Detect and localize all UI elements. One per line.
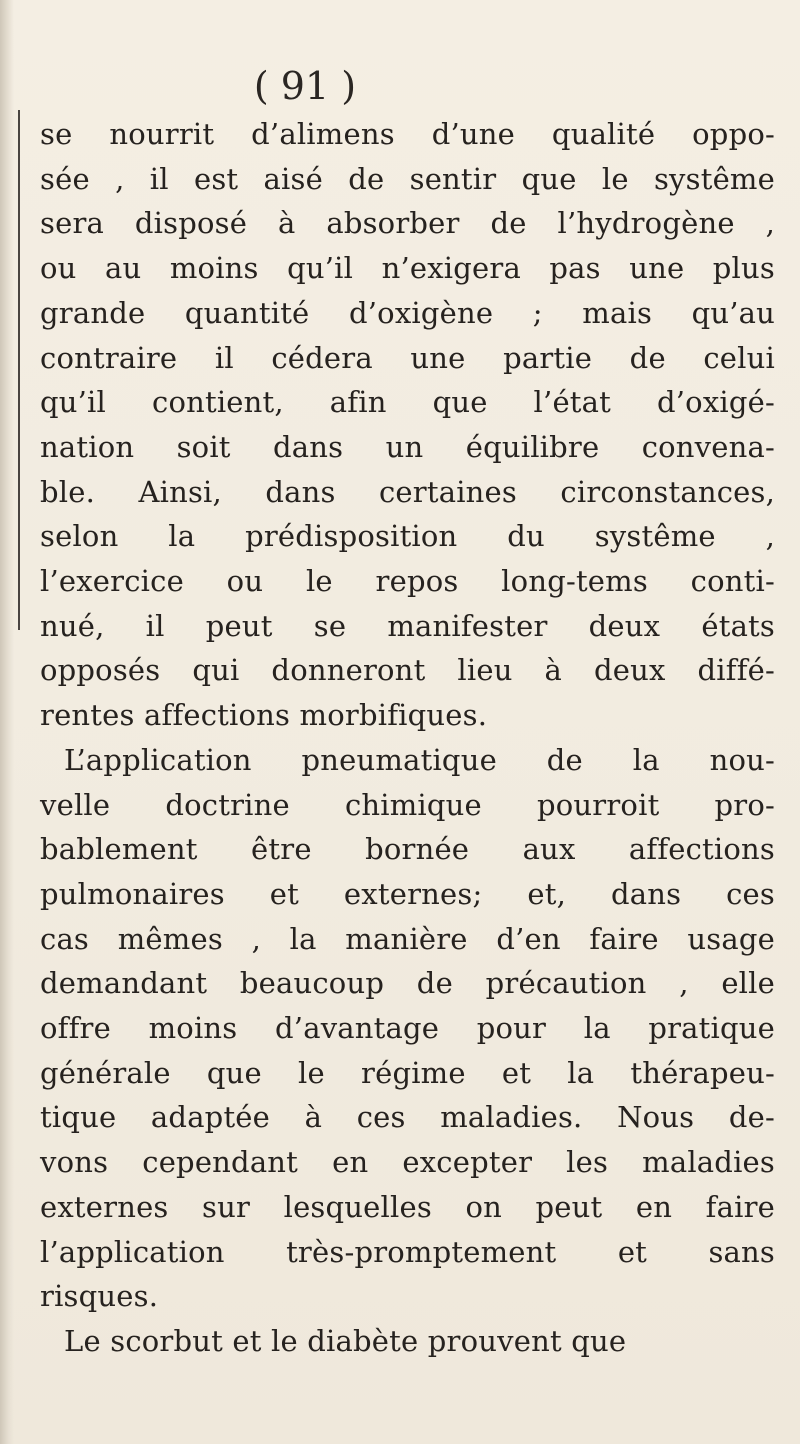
text-line: grande quantité d’oxigène ; mais qu’au	[40, 295, 775, 330]
text-line: pulmonaires et externes; et, dans ces	[40, 876, 775, 911]
text-line: rentes affections morbifiques.	[40, 698, 488, 733]
text-line: nation soit dans un équilibre convena-	[40, 429, 775, 464]
text-line: se nourrit d’alimens d’une qualité oppo-	[40, 117, 775, 151]
text-line: nué, il peut se manifester deux états	[40, 608, 775, 643]
text-line: externes sur lesquelles on peut en faire	[40, 1189, 775, 1224]
text-line: sera disposé à absorber de l’hydrogène ,	[40, 206, 775, 241]
body-text	[40, 112, 775, 1364]
text-line: vons cependant en excepter les maladies	[40, 1145, 775, 1180]
text-line: cas mêmes , la manière d’en faire usage	[40, 921, 775, 956]
text-line: l’application très-promptement et sans	[40, 1234, 775, 1269]
text-line: L’application pneumatique de la nou-	[64, 742, 775, 777]
text-line: offre moins d’avantage pour la pratique	[40, 1011, 775, 1046]
text-line: Le scorbut et le diabète prouvent que	[64, 1323, 627, 1358]
text-line: contraire il cédera une partie de celui	[40, 340, 775, 375]
text-line: qu’il contient, afin que l’état d’oxigé-	[40, 385, 775, 420]
text-line: l’exercice ou le repos long-tems conti-	[40, 564, 775, 599]
text-line: demandant beaucoup de précaution , elle	[40, 966, 775, 1001]
text-line: tique adaptée à ces maladies. Nous de-	[40, 1100, 775, 1135]
text-line: sée , il est aisé de sentir que le systême	[40, 161, 775, 196]
page-binding-edge	[0, 0, 14, 1444]
text-line: opposés qui donneront lieu à deux diffé-	[40, 653, 775, 688]
page-margin-line	[18, 110, 20, 630]
text-line: ble. Ainsi, dans certaines circonstances,	[40, 474, 775, 509]
text-line: générale que le régime et la thérapeu-	[40, 1055, 775, 1090]
text-line: velle doctrine chimique pourroit pro-	[40, 787, 775, 822]
text-line: selon la prédisposition du systême ,	[40, 519, 775, 554]
text-line: ou au moins qu’il n’exigera pas une plus	[40, 251, 775, 286]
text-line: risques.	[40, 1279, 159, 1314]
text-line: bablement être bornée aux affections	[40, 832, 775, 867]
page-number: ( 91 )	[253, 64, 357, 108]
